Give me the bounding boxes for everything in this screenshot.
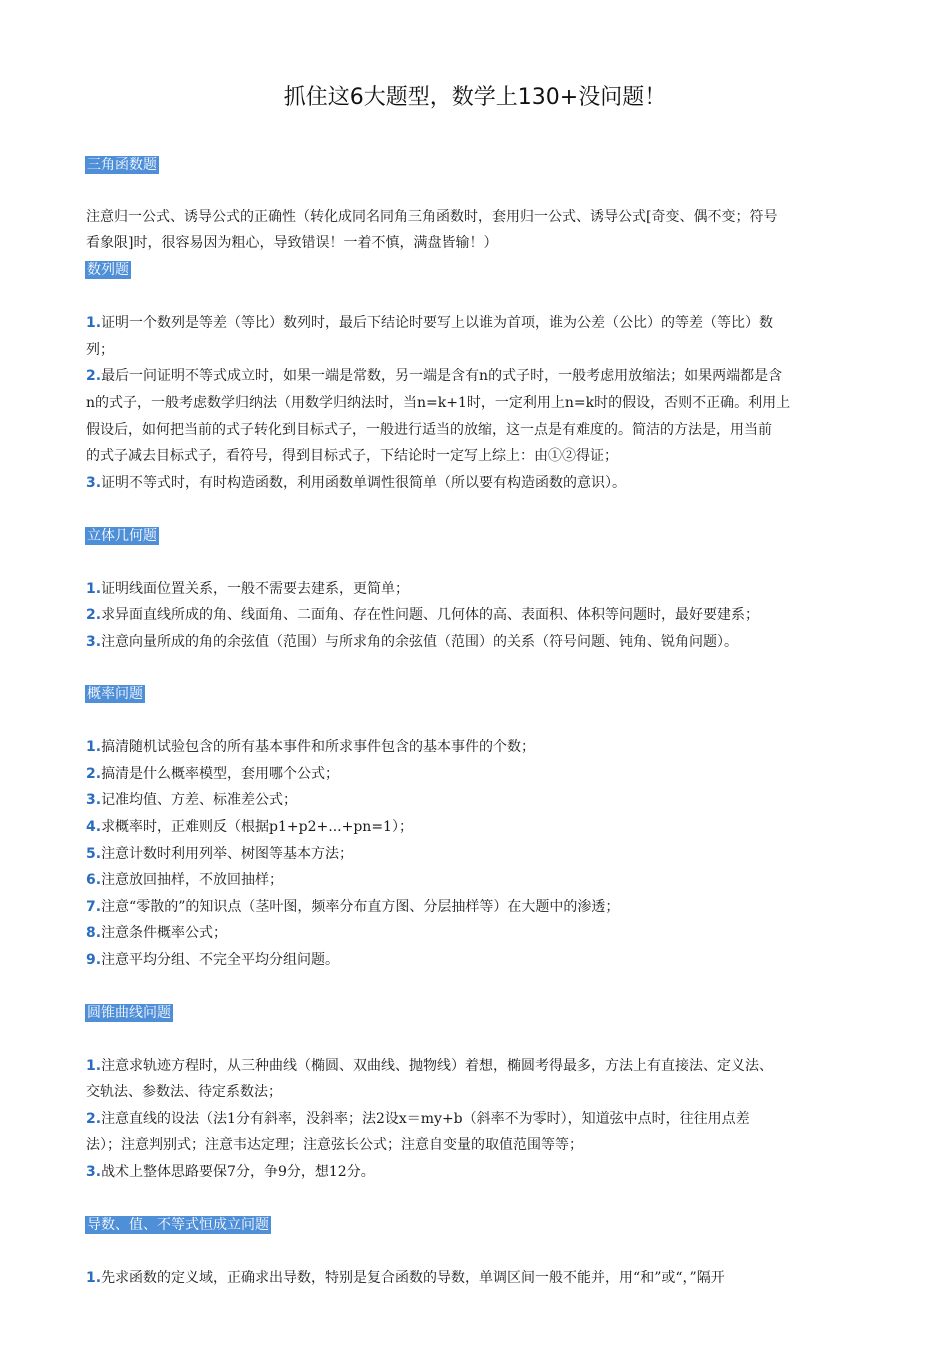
item-number: 2.	[86, 368, 102, 384]
item-number: 7.	[86, 899, 102, 915]
item-number: 5.	[86, 846, 102, 862]
section-heading: 导数、值、不等式恒成立问题	[87, 1217, 269, 1233]
list-item: 3.记准均值、方差、标准差公式；	[86, 792, 298, 808]
section-heading: 三角函数题	[87, 157, 157, 173]
paragraph-line: 看象限]时，很容易因为粗心，导致错误！一着不慎，满盘皆输！）	[86, 235, 498, 251]
list-item: 1.证明一个数列是等差（等比）数列时，最后下结论时要写上以谁为首项，谁为公差（公比）的等差（等比）数	[86, 315, 774, 331]
section-heading: 数列题	[87, 262, 129, 278]
item-number: 8.	[86, 925, 102, 941]
list-item: 4.求概率时，正难则反（根据p1+p2+...+pn=1）；	[86, 819, 413, 835]
section-heading: 立体几何题	[87, 528, 157, 544]
item-number: 1.	[86, 581, 102, 597]
list-item-continuation: 法）；注意判别式；注意韦达定理；注意弦长公式；注意自变量的取值范围等等；	[86, 1137, 583, 1153]
list-item-continuation: 假设后，如何把当前的式子转化到目标式子，一般进行适当的放缩，这一点是有难度的。简洁的方法是，用当前	[86, 422, 772, 438]
list-item: 8.注意条件概率公式；	[86, 925, 228, 941]
section-heading: 圆锥曲线问题	[87, 1005, 171, 1021]
list-item: 2.求异面直线所成的角、线面角、二面角、存在性问题、几何体的高、表面积、体积等问题时，最好要建系；	[86, 607, 760, 623]
list-item: 3.证明不等式时，有时构造函数，利用函数单调性很简单（所以要有构造函数的意识）。	[86, 475, 627, 491]
item-number: 3.	[86, 1164, 102, 1180]
list-item: 5.注意计数时利用列举、树图等基本方法；	[86, 846, 354, 862]
item-number: 2.	[86, 1111, 102, 1127]
item-number: 1.	[86, 739, 102, 755]
section-heading: 概率问题	[87, 686, 143, 702]
item-number: 2.	[86, 607, 102, 623]
item-number: 9.	[86, 952, 102, 968]
list-item-continuation: 交轨法、参数法、待定系数法；	[86, 1084, 282, 1100]
list-item: 3.战术上整体思路要保7分，争9分，想12分。	[86, 1164, 375, 1180]
list-item: 1.注意求轨迹方程时，从三种曲线（椭圆、双曲线、抛物线）着想，椭圆考得最多，方法上有直接法、定义法、	[86, 1058, 774, 1074]
list-item: 2.搞清是什么概率模型，套用哪个公式；	[86, 766, 340, 782]
list-item-continuation: 的式子减去目标式子，看符号，得到目标式子，下结论时一定写上综上：由①②得证；	[86, 448, 618, 464]
item-number: 3.	[86, 634, 102, 650]
item-number: 6.	[86, 872, 102, 888]
list-item: 2.最后一问证明不等式成立时，如果一端是常数，另一端是含有n的式子时，一般考虑用放缩法；如果两端都是含	[86, 368, 783, 384]
list-item-continuation: 列；	[86, 342, 114, 358]
item-number: 3.	[86, 475, 102, 491]
item-number: 1.	[86, 315, 102, 331]
list-item: 6.注意放回抽样，不放回抽样；	[86, 872, 284, 888]
list-item: 7.注意“零散的”的知识点（茎叶图，频率分布直方图、分层抽样等）在大题中的渗透；	[86, 899, 620, 915]
list-item: 2.注意直线的设法（法1分有斜率，没斜率；法2设x＝my+b（斜率不为零时），知道弦中点时，往往用点差	[86, 1111, 750, 1127]
list-item: 1.证明线面位置关系，一般不需要去建系，更简单；	[86, 581, 410, 597]
paragraph-line: 注意归一公式、诱导公式的正确性（转化成同名同角三角函数时，套用归一公式、诱导公式[奇变、偶不变；符号	[86, 209, 778, 225]
item-number: 3.	[86, 792, 102, 808]
list-item: 1.搞清随机试验包含的所有基本事件和所求事件包含的基本事件的个数；	[86, 739, 536, 755]
item-number: 1.	[86, 1270, 102, 1286]
item-number: 2.	[86, 766, 102, 782]
item-number: 4.	[86, 819, 102, 835]
list-item-continuation: n的式子，一般考虑数学归纳法（用数学归纳法时，当n=k+1时，一定利用上n=k时的假设，否则不正确。利用上	[86, 395, 791, 411]
item-number: 1.	[86, 1058, 102, 1074]
page-title: 抓住这6大题型，数学上130+没问题！	[283, 85, 667, 110]
list-item: 1.先求函数的定义域，正确求出导数，特别是复合函数的导数，单调区间一般不能并，用“和”或“，”隔开	[86, 1270, 725, 1286]
list-item: 9.注意平均分组、不完全平均分组问题。	[86, 952, 340, 968]
list-item: 3.注意向量所成的角的余弦值（范围）与所求角的余弦值（范围）的关系（符号问题、钝角、锐角问题）。	[86, 634, 739, 650]
